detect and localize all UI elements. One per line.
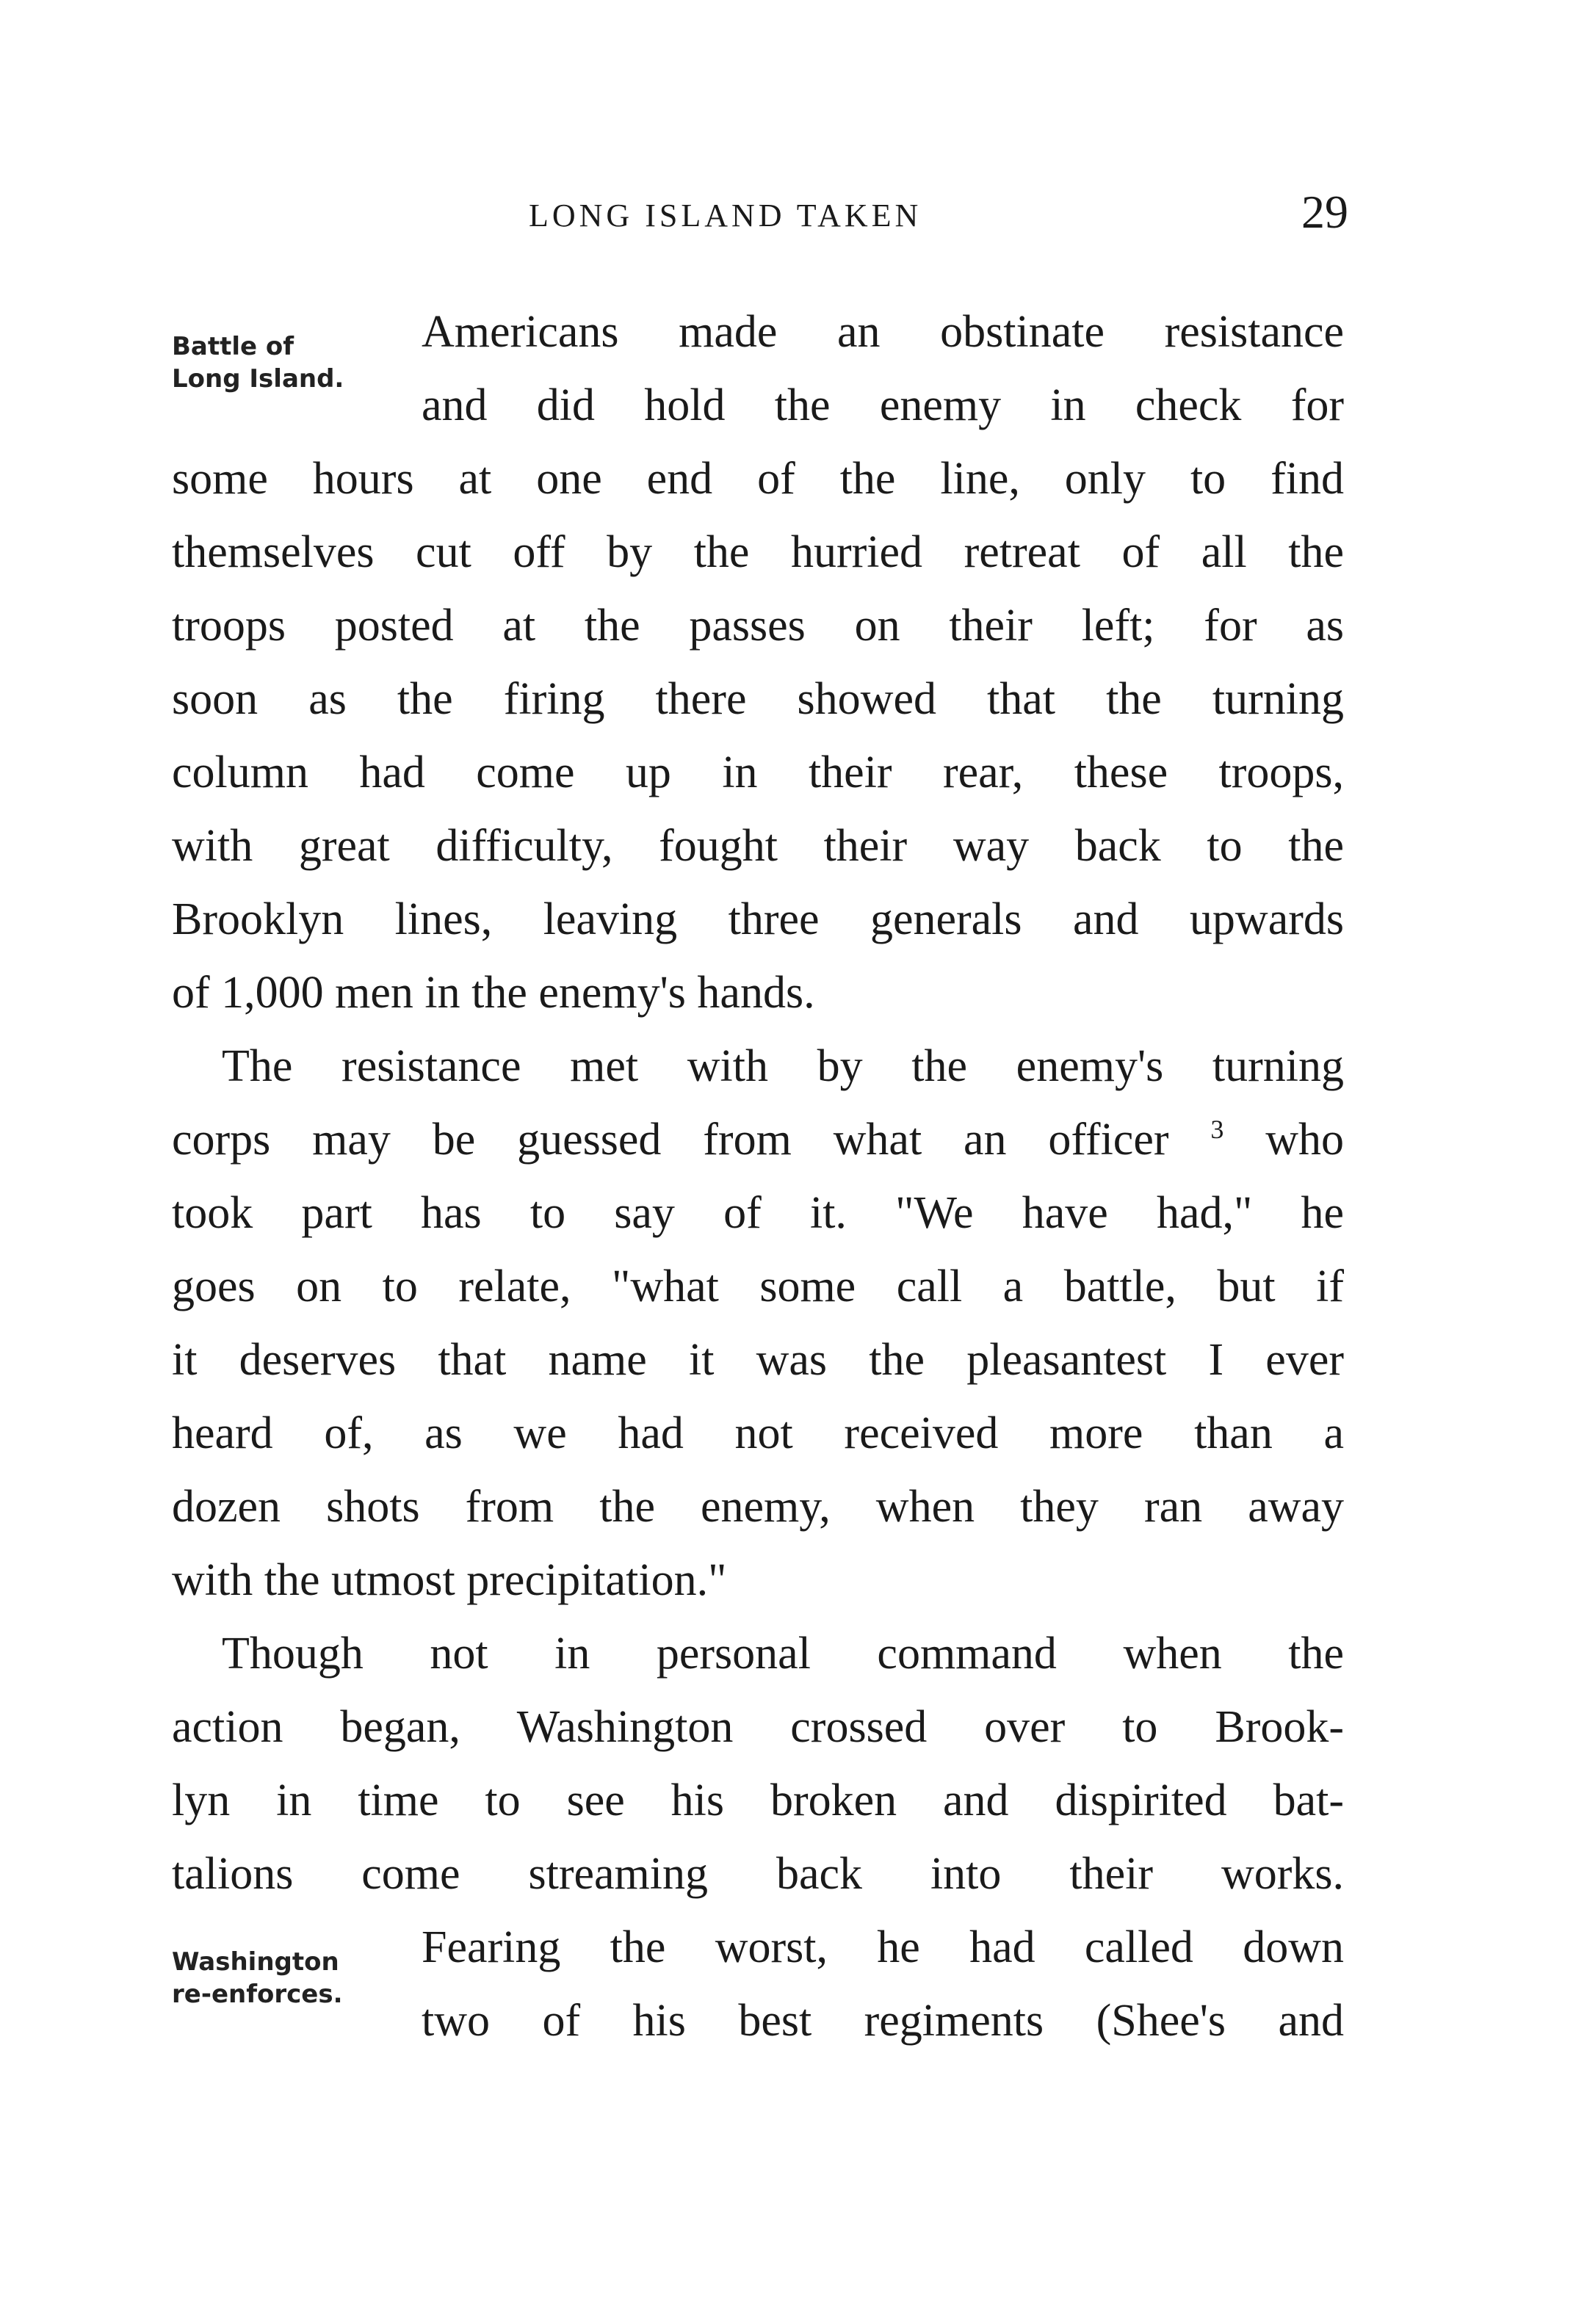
text-line: of 1,000 men in the enemy's hands. — [172, 968, 815, 1018]
text-line: with the utmost precipitation." — [172, 1555, 727, 1605]
text-line: heard of, as we had not received more than a — [172, 1408, 1344, 1458]
sidenote-line: Long Island. — [172, 364, 344, 394]
text-line: troops posted at the passes on their left; for as — [172, 601, 1344, 651]
sidenote-washington-re-enforces — [172, 1946, 343, 2010]
running-head: LONG ISLAND TAKEN — [529, 198, 922, 234]
text-line: goes on to relate, "what some call a battle, but if — [172, 1261, 1344, 1311]
text-line: The resistance met with by the enemy's turning — [222, 1041, 1344, 1091]
page-number: 29 — [1301, 186, 1348, 238]
text-line: soon as the firing there showed that the turning — [172, 674, 1344, 724]
text-line: lyn in time to see his broken and dispirited bat- — [172, 1775, 1344, 1825]
sidenote-line: Washington — [172, 1947, 339, 1977]
footnote-marker: 3 — [1210, 1115, 1224, 1144]
text-segment: corps may be guessed from what an officer — [172, 1115, 1169, 1165]
text-line: some hours at one end of the line, only to find — [172, 454, 1344, 504]
text-line: Fearing the worst, he had called down — [422, 1922, 1344, 1972]
text-line: action began, Washington crossed over to Brook- — [172, 1702, 1344, 1752]
text-line: column had come up in their rear, these troops, — [172, 747, 1344, 797]
text-line: themselves cut off by the hurried retreat of all the — [172, 527, 1344, 577]
text-line: it deserves that name it was the pleasantest I ever — [172, 1335, 1344, 1385]
text-line: and did hold the enemy in check for — [422, 380, 1344, 430]
text-line: Brooklyn lines, leaving three generals and upwards — [172, 894, 1344, 944]
text-line: two of his best regiments (Shee's and — [422, 1996, 1344, 2046]
sidenote-line: Battle of — [172, 332, 294, 361]
sidenote-line: re-enforces. — [172, 1980, 343, 2009]
text-line: talions come streaming back into their works. — [172, 1849, 1344, 1899]
text-line: dozen shots from the enemy, when they ran away — [172, 1482, 1344, 1532]
text-line: Though not in personal command when the — [222, 1629, 1344, 1679]
text-line — [172, 1110, 1344, 1169]
sidenote-battle-of-long-island — [172, 330, 344, 395]
text-line: took part has to say of it. "We have had," he — [172, 1188, 1344, 1238]
text-line: Americans made an obstinate resistance — [422, 307, 1344, 357]
text-line: with great difficulty, fought their way back to the — [172, 821, 1344, 871]
text-segment: who — [1265, 1115, 1344, 1165]
